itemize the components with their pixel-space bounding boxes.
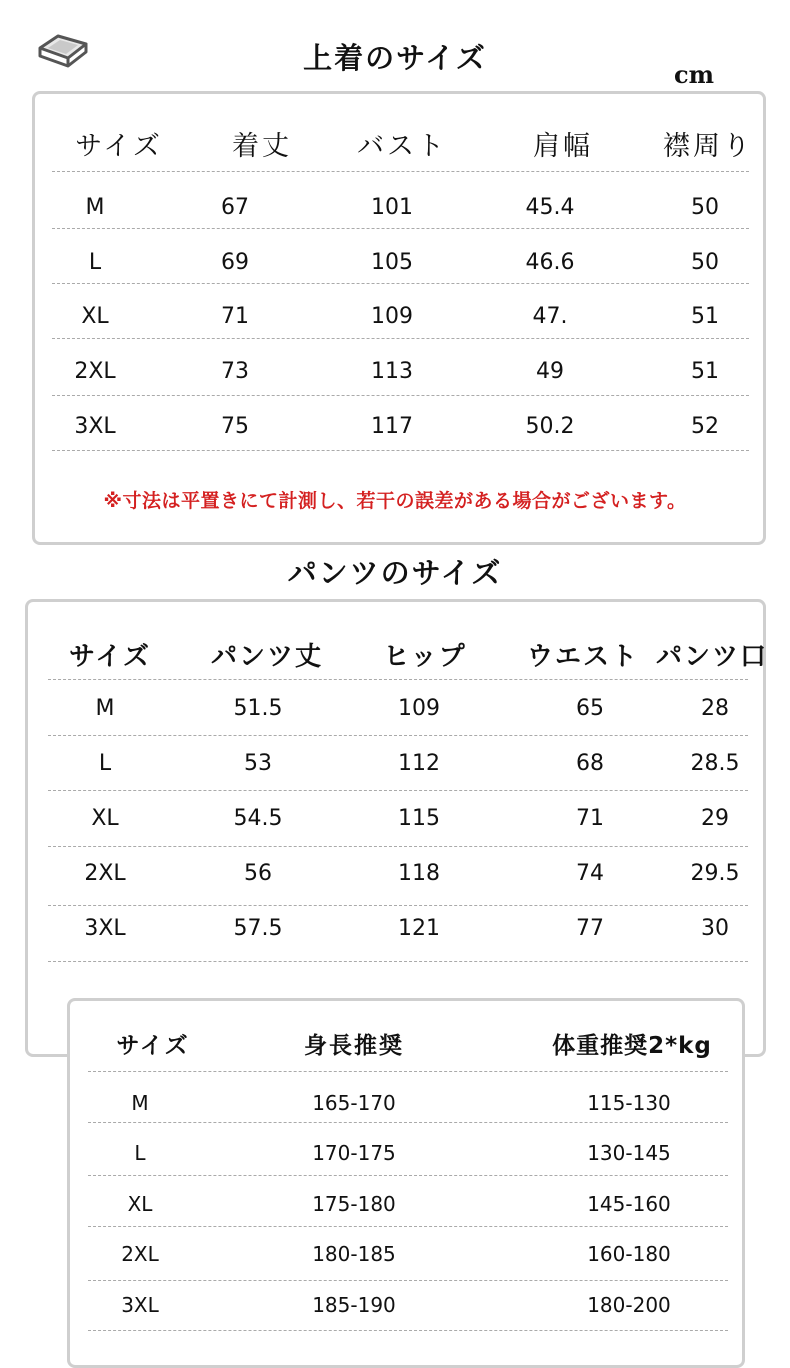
table-cell: 29 bbox=[701, 806, 729, 831]
table-cell: 130-145 bbox=[587, 1141, 671, 1165]
column-header: サイズ bbox=[116, 1033, 190, 1059]
table-cell: 73 bbox=[221, 359, 249, 384]
table-cell: 71 bbox=[576, 806, 604, 831]
table-cell: XL bbox=[81, 304, 109, 329]
table-cell: 2XL bbox=[84, 861, 126, 886]
table-cell: 180-185 bbox=[312, 1242, 396, 1266]
table-cell: 170-175 bbox=[312, 1141, 396, 1165]
table-cell: XL bbox=[91, 806, 119, 831]
column-header: 体重推奨2*kg bbox=[552, 1033, 712, 1059]
table-cell: 51 bbox=[691, 304, 719, 329]
table-cell: 77 bbox=[576, 916, 604, 941]
table-cell: 117 bbox=[371, 414, 413, 439]
table-cell: 165-170 bbox=[312, 1091, 396, 1115]
table-cell: 3XL bbox=[74, 414, 116, 439]
top-size-title: 上着のサイズ bbox=[303, 41, 487, 75]
table-cell: 29.5 bbox=[690, 861, 740, 886]
pants-size-table bbox=[25, 599, 769, 1057]
column-header: 肩幅 bbox=[533, 131, 593, 162]
table-cell: 71 bbox=[221, 304, 249, 329]
pants-size-title: パンツのサイズ bbox=[287, 556, 503, 590]
column-header: ヒップ bbox=[383, 642, 467, 672]
column-header: サイズ bbox=[75, 131, 163, 162]
table-cell: L bbox=[134, 1141, 146, 1165]
table-cell: 112 bbox=[398, 751, 440, 776]
column-header: 身長推奨 bbox=[304, 1033, 404, 1059]
table-cell: 54.5 bbox=[233, 806, 283, 831]
table-cell: 2XL bbox=[121, 1242, 159, 1266]
table-cell: 185-190 bbox=[312, 1293, 396, 1317]
table-cell: 115 bbox=[398, 806, 440, 831]
table-cell: 51.5 bbox=[233, 696, 283, 721]
table-cell: 180-200 bbox=[587, 1293, 671, 1317]
table-cell: M bbox=[85, 195, 105, 220]
table-cell: 65 bbox=[576, 696, 604, 721]
table-cell: 50.2 bbox=[525, 414, 575, 439]
table-cell: 67 bbox=[221, 195, 249, 220]
measurement-note: ※寸法は平置きにて計測し、若干の誤差がある場合がございます。 bbox=[103, 490, 687, 512]
table-cell: 115-130 bbox=[587, 1091, 671, 1115]
table-cell: 75 bbox=[221, 414, 249, 439]
table-cell: 53 bbox=[244, 751, 272, 776]
table-cell: 45.4 bbox=[525, 195, 575, 220]
unit-label: cm bbox=[674, 60, 715, 89]
table-cell: 47. bbox=[532, 304, 568, 329]
table-cell: 160-180 bbox=[587, 1242, 671, 1266]
table-cell: XL bbox=[127, 1192, 153, 1216]
table-cell: M bbox=[131, 1091, 149, 1115]
table-cell: L bbox=[88, 250, 102, 275]
column-header: バスト bbox=[357, 131, 447, 162]
table-cell: 50 bbox=[691, 195, 719, 220]
table-cell: M bbox=[95, 696, 115, 721]
top-size-table bbox=[32, 91, 766, 545]
table-cell: 101 bbox=[371, 195, 413, 220]
table-cell: 2XL bbox=[74, 359, 116, 384]
table-cell: 3XL bbox=[84, 916, 126, 941]
column-header: パンツ丈 bbox=[210, 642, 324, 672]
table-cell: 105 bbox=[371, 250, 413, 275]
column-header: ウエスト bbox=[526, 642, 640, 672]
table-cell: 56 bbox=[244, 861, 272, 886]
table-cell: 28.5 bbox=[690, 751, 740, 776]
column-header: 着丈 bbox=[232, 131, 292, 162]
table-cell: 113 bbox=[371, 359, 413, 384]
table-cell: L bbox=[98, 751, 112, 776]
table-cell: 46.6 bbox=[525, 250, 575, 275]
table-cell: 74 bbox=[576, 861, 604, 886]
column-header: パンツ口 bbox=[655, 642, 769, 672]
table-cell: 30 bbox=[701, 916, 729, 941]
table-cell: 118 bbox=[398, 861, 440, 886]
recommend-size-table bbox=[67, 998, 745, 1368]
table-cell: 69 bbox=[221, 250, 249, 275]
table-cell: 3XL bbox=[121, 1293, 159, 1317]
table-cell: 50 bbox=[691, 250, 719, 275]
column-header: 襟周り bbox=[663, 131, 753, 162]
table-cell: 175-180 bbox=[312, 1192, 396, 1216]
table-cell: 57.5 bbox=[233, 916, 283, 941]
table-cell: 28 bbox=[701, 696, 729, 721]
table-cell: 109 bbox=[398, 696, 440, 721]
table-cell: 121 bbox=[398, 916, 440, 941]
table-cell: 145-160 bbox=[587, 1192, 671, 1216]
table-cell: 52 bbox=[691, 414, 719, 439]
column-header: サイズ bbox=[69, 642, 151, 672]
table-cell: 49 bbox=[536, 359, 564, 384]
table-cell: 68 bbox=[576, 751, 604, 776]
table-cell: 51 bbox=[691, 359, 719, 384]
table-cell: 109 bbox=[371, 304, 413, 329]
